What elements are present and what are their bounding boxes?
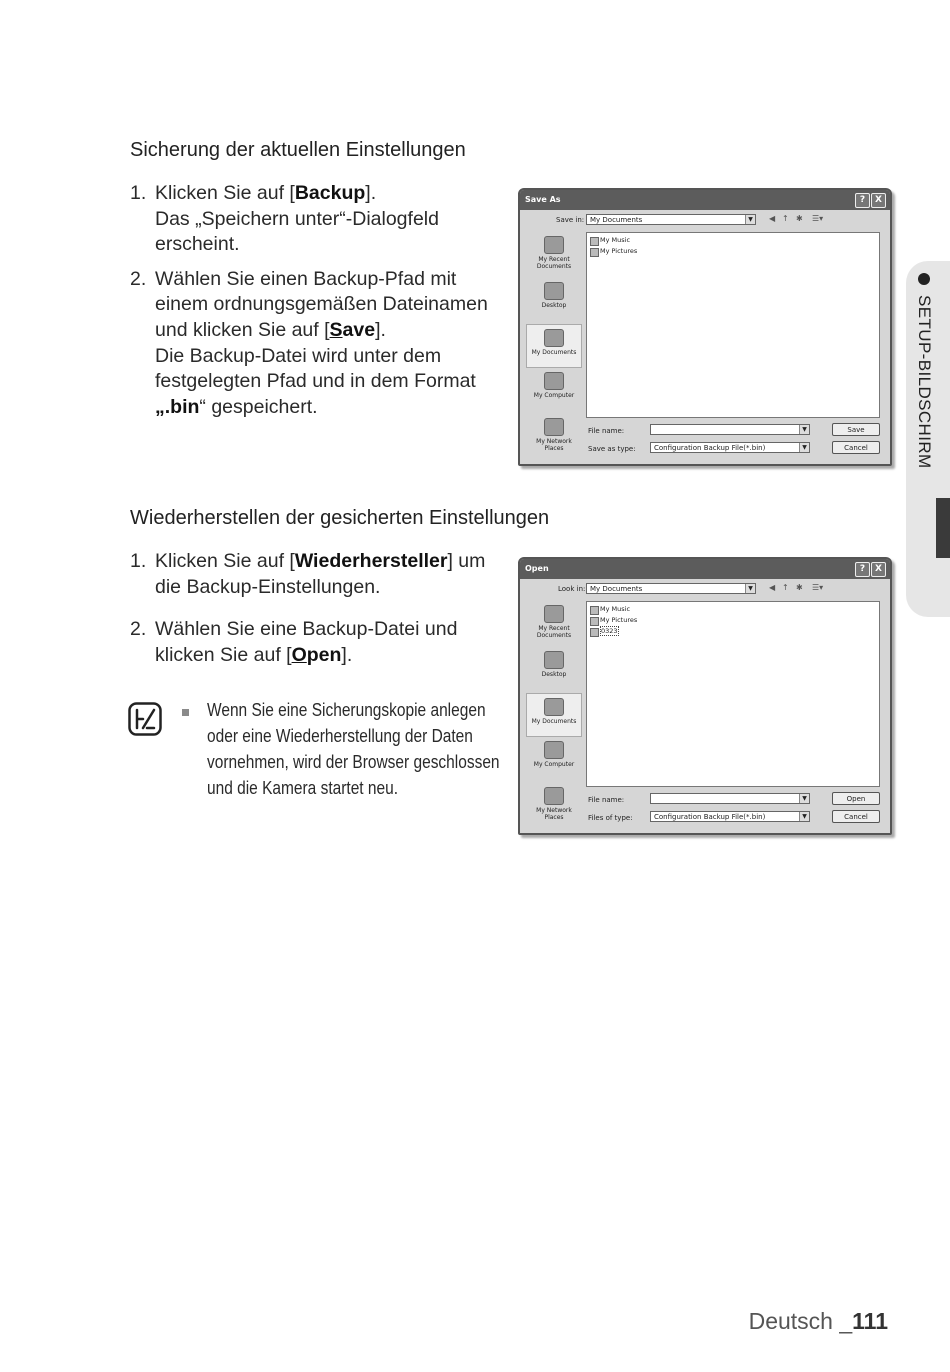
file-list[interactable] <box>586 601 880 787</box>
list-item[interactable]: My Music <box>590 235 876 246</box>
dialog-title: Save As <box>525 195 561 204</box>
save-term: Save <box>329 318 376 341</box>
folder-icon <box>590 617 599 626</box>
save-as-dialog <box>518 188 892 466</box>
step-number: 2. <box>130 618 147 641</box>
type-label: Files of type: <box>588 814 633 822</box>
step-number: 1. <box>130 182 147 204</box>
type-label: Save as type: <box>588 445 636 453</box>
network-places-icon <box>544 418 564 436</box>
file-type-select[interactable]: Configuration Backup File(*.bin) ▼ <box>650 442 810 453</box>
step-2: 2. Wählen Sie eine Backup-Datei und klicken Sie auf [Open]. <box>130 618 458 666</box>
bin-term: „.bin <box>155 395 200 418</box>
note-bullet <box>182 709 189 716</box>
chevron-down-icon: ▼ <box>799 812 809 821</box>
open-term: Open <box>291 643 342 666</box>
file-name-label: File name: <box>588 796 625 804</box>
note-icon <box>128 702 162 736</box>
chapter-marker <box>936 498 950 558</box>
list-item[interactable]: 0323 <box>590 626 876 637</box>
backup-steps <box>130 181 505 429</box>
place-recent[interactable]: My Recent Documents <box>526 605 582 647</box>
look-in-label: Look in: <box>558 585 586 593</box>
footer-language: Deutsch _ <box>748 1308 853 1334</box>
view-menu-icon[interactable]: ☰▾ <box>812 214 824 223</box>
save-in-label: Save in: <box>556 216 585 224</box>
network-places-icon <box>544 787 564 805</box>
backup-term: Backup <box>294 182 366 204</box>
open-dialog <box>518 557 892 835</box>
chevron-down-icon: ▼ <box>745 584 755 593</box>
place-desktop[interactable]: Desktop <box>526 282 582 324</box>
view-menu-icon[interactable]: ☰▾ <box>812 583 824 592</box>
open-button[interactable]: Open <box>832 792 880 805</box>
file-name-input[interactable] <box>650 424 810 435</box>
back-icon[interactable]: ◀ <box>769 214 776 223</box>
folder-icon <box>590 606 599 615</box>
cancel-button[interactable]: Cancel <box>832 441 880 454</box>
chevron-down-icon: ▼ <box>799 425 809 434</box>
list-item[interactable]: My Pictures <box>590 615 876 626</box>
chapter-label: SETUP-BILDSCHIRM <box>915 295 934 469</box>
places-bar <box>526 601 582 829</box>
step-1: 1. Klicken Sie auf [Backup]. Das „Speichern unter“-Dialogfeld erscheint. <box>130 182 439 256</box>
close-button[interactable]: X <box>871 193 886 208</box>
folder-icon <box>590 248 599 257</box>
back-icon[interactable]: ◀ <box>769 583 776 592</box>
file-list[interactable] <box>586 232 880 418</box>
file-name-label: File name: <box>588 427 625 435</box>
chapter-side-tab <box>906 261 950 617</box>
chevron-down-icon: ▼ <box>799 794 809 803</box>
place-desktop[interactable]: Desktop <box>526 651 582 693</box>
desktop-icon <box>544 282 564 300</box>
restore-term: Wiederhersteller <box>294 550 448 572</box>
step-number: 2. <box>130 267 147 290</box>
up-folder-icon[interactable]: ↑ <box>782 583 789 592</box>
save-button[interactable]: Save <box>832 423 880 436</box>
place-network[interactable]: My Network Places <box>526 418 582 460</box>
my-documents-icon <box>544 698 564 716</box>
look-in-row <box>524 583 886 597</box>
section-heading-restore: Wiederherstellen der gesicherten Einstellungen <box>130 507 550 529</box>
recent-documents-icon <box>544 605 564 623</box>
cancel-button[interactable]: Cancel <box>832 810 880 823</box>
bullet-dot <box>918 273 930 285</box>
desktop-icon <box>544 651 564 669</box>
place-network[interactable]: My Network Places <box>526 787 582 829</box>
chevron-down-icon: ▼ <box>799 443 809 452</box>
save-in-combo[interactable]: My Documents ▼ <box>586 214 756 225</box>
look-in-combo[interactable]: My Documents ▼ <box>586 583 756 594</box>
dialog-title-bar <box>520 559 890 579</box>
my-computer-icon <box>544 372 564 390</box>
places-bar <box>526 232 582 460</box>
page-number: 111 <box>852 1308 888 1334</box>
help-button[interactable]: ? <box>855 562 870 577</box>
dialog-title: Open <box>525 564 549 573</box>
step-1: 1. Klicken Sie auf [Wiederhersteller] um die Backup-Einstellungen. <box>130 550 486 598</box>
look-in-row <box>524 214 886 228</box>
up-folder-icon[interactable]: ↑ <box>782 214 789 223</box>
my-documents-icon <box>544 329 564 347</box>
note-text: Wenn Sie eine Sicherungskopie anlegen oder eine Wiederherstellung der Daten vornehmen, wird der Browser geschlossen und die Kamera startet neu. <box>207 700 500 798</box>
close-button[interactable]: X <box>871 562 886 577</box>
file-icon <box>590 628 599 637</box>
list-item[interactable]: My Music <box>590 604 876 615</box>
new-folder-icon[interactable]: ✱ <box>796 583 803 592</box>
section-heading-backup: Sicherung der aktuellen Einstellungen <box>130 139 466 161</box>
list-item[interactable]: My Pictures <box>590 246 876 257</box>
new-folder-icon[interactable]: ✱ <box>796 214 803 223</box>
place-my-documents[interactable]: My Documents <box>526 693 582 737</box>
place-recent[interactable]: My Recent Documents <box>526 236 582 278</box>
help-button[interactable]: ? <box>855 193 870 208</box>
step-number: 1. <box>130 550 147 572</box>
step-2: 2. Wählen Sie einen Backup-Pfad mit einem ordnungsgemäßen Dateinamen und klicken Sie auf [Save]. Die Backup-Datei wird unter dem festgelegten Pfad und in dem Format „.bin“ gespeichert. <box>130 267 488 418</box>
place-my-documents[interactable]: My Documents <box>526 324 582 368</box>
restore-steps <box>130 549 505 677</box>
folder-icon <box>590 237 599 246</box>
file-type-select[interactable]: Configuration Backup File(*.bin) ▼ <box>650 811 810 822</box>
my-computer-icon <box>544 741 564 759</box>
page-footer <box>749 1308 888 1335</box>
recent-documents-icon <box>544 236 564 254</box>
dialog-title-bar <box>520 190 890 210</box>
place-my-computer[interactable]: My Computer <box>526 741 582 783</box>
file-name-input[interactable] <box>650 793 810 804</box>
place-my-computer[interactable]: My Computer <box>526 372 582 414</box>
chevron-down-icon: ▼ <box>745 215 755 224</box>
